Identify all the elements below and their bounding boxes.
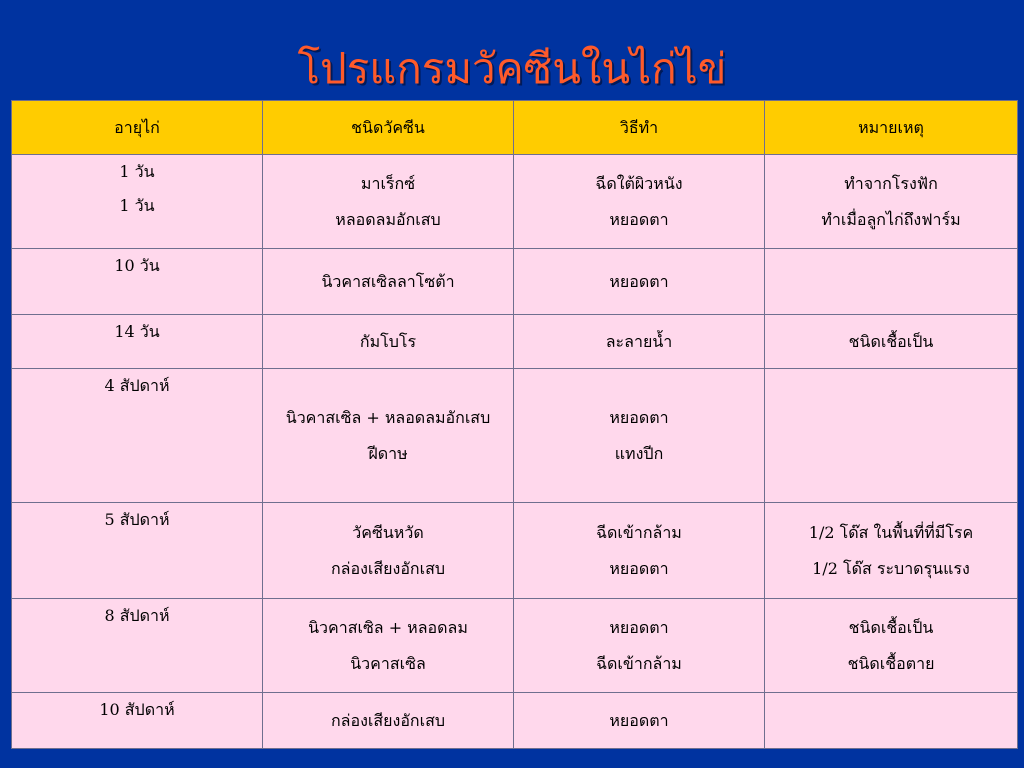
age-text: 1 วัน: [119, 196, 155, 215]
header-method: วิธีทำ: [514, 101, 765, 155]
age-cell: [12, 693, 263, 749]
note-text: 1/2 โด๊ส ในพื้นที่ที่มีโรค: [808, 522, 974, 542]
vaccine-text: หลอดลมอักเสบ: [335, 209, 441, 229]
age-cell: [12, 249, 263, 315]
table-row: [12, 155, 1018, 249]
age-cell: [12, 369, 263, 503]
vaccine-text: มาเร็กซ์: [360, 173, 416, 193]
age-text: 8 สัปดาห์: [104, 606, 170, 625]
table-row: [12, 315, 1018, 369]
age-cell: [12, 155, 263, 249]
method-text: ฉีดเข้ากล้าม: [596, 653, 682, 673]
method-cell: [514, 315, 765, 369]
vaccine-text: นิวคาสเซิลลาโซต้า: [321, 271, 455, 291]
table-row: [12, 693, 1018, 749]
note-text: ชนิดเชื้อเป็น: [848, 331, 934, 351]
age-text: 10 สัปดาห์: [99, 700, 175, 719]
note-cell: [765, 249, 1018, 315]
method-text: หยอดตา: [609, 271, 669, 291]
note-cell: [765, 155, 1018, 249]
table-row: [12, 599, 1018, 693]
header-vaccine-type: ชนิดวัคซีน: [263, 101, 514, 155]
header-note: หมายเหตุ: [765, 101, 1018, 155]
age-text: 14 วัน: [114, 322, 160, 341]
vaccine-cell: [263, 503, 514, 599]
method-text: ละลายน้ำ: [605, 331, 673, 351]
method-text: แทงปีก: [614, 443, 664, 463]
vaccine-cell: [263, 599, 514, 693]
vaccine-schedule-table: [11, 100, 1018, 749]
method-cell: [514, 155, 765, 249]
note-text: ทำเมื่อลูกไก่ถึงฟาร์ม: [821, 209, 961, 229]
method-text: หยอดตา: [609, 617, 669, 637]
note-text: 1/2 โด๊ส ระบาดรุนแรง: [812, 558, 970, 578]
note-cell: [765, 693, 1018, 749]
method-text: หยอดตา: [609, 558, 669, 578]
note-cell: [765, 599, 1018, 693]
method-cell: [514, 249, 765, 315]
note-text: ทำจากโรงฟัก: [844, 173, 938, 193]
page-title: โปรแกรมวัคซีนในไก่ไข่: [297, 44, 727, 93]
age-cell: [12, 315, 263, 369]
vaccine-text: ฝีดาษ: [368, 443, 408, 463]
method-text: หยอดตา: [609, 710, 669, 730]
age-text: 1 วัน: [119, 162, 155, 181]
vaccine-text: กล่องเสียงอักเสบ: [330, 710, 446, 730]
method-cell: [514, 369, 765, 503]
table-row: [12, 249, 1018, 315]
table-row: [12, 503, 1018, 599]
vaccine-cell: [263, 249, 514, 315]
age-text: 5 สัปดาห์: [104, 510, 170, 529]
age-cell: [12, 599, 263, 693]
vaccine-text: วัคซีนหวัด: [352, 522, 424, 542]
vaccine-cell: [263, 693, 514, 749]
vaccine-text: นิวคาสเซิล: [350, 653, 426, 673]
vaccine-text: นิวคาสเซิล + หลอดลมอักเสบ: [285, 407, 491, 427]
note-cell: [765, 503, 1018, 599]
vaccine-cell: [263, 155, 514, 249]
note-text: ชนิดเชื้อตาย: [847, 653, 935, 673]
vaccine-cell: [263, 369, 514, 503]
method-text: หยอดตา: [609, 407, 669, 427]
note-cell: [765, 369, 1018, 503]
table-row: [12, 369, 1018, 503]
header-age: อายุไก่: [12, 101, 263, 155]
method-text: ฉีดใต้ผิวหนัง: [595, 173, 683, 193]
header-row: [12, 101, 1018, 155]
note-cell: [765, 315, 1018, 369]
age-cell: [12, 503, 263, 599]
vaccine-cell: [263, 315, 514, 369]
method-cell: [514, 599, 765, 693]
method-cell: [514, 693, 765, 749]
method-text: หยอดตา: [609, 209, 669, 229]
age-text: 10 วัน: [114, 256, 160, 275]
vaccine-text: กัมโบโร: [359, 331, 417, 351]
vaccine-text: นิวคาสเซิล + หลอดลม: [308, 617, 468, 637]
method-cell: [514, 503, 765, 599]
age-text: 4 สัปดาห์: [104, 376, 170, 395]
vaccine-text: กล่องเสียงอักเสบ: [330, 558, 446, 578]
method-text: ฉีดเข้ากล้าม: [596, 522, 682, 542]
note-text: ชนิดเชื้อเป็น: [848, 617, 934, 637]
